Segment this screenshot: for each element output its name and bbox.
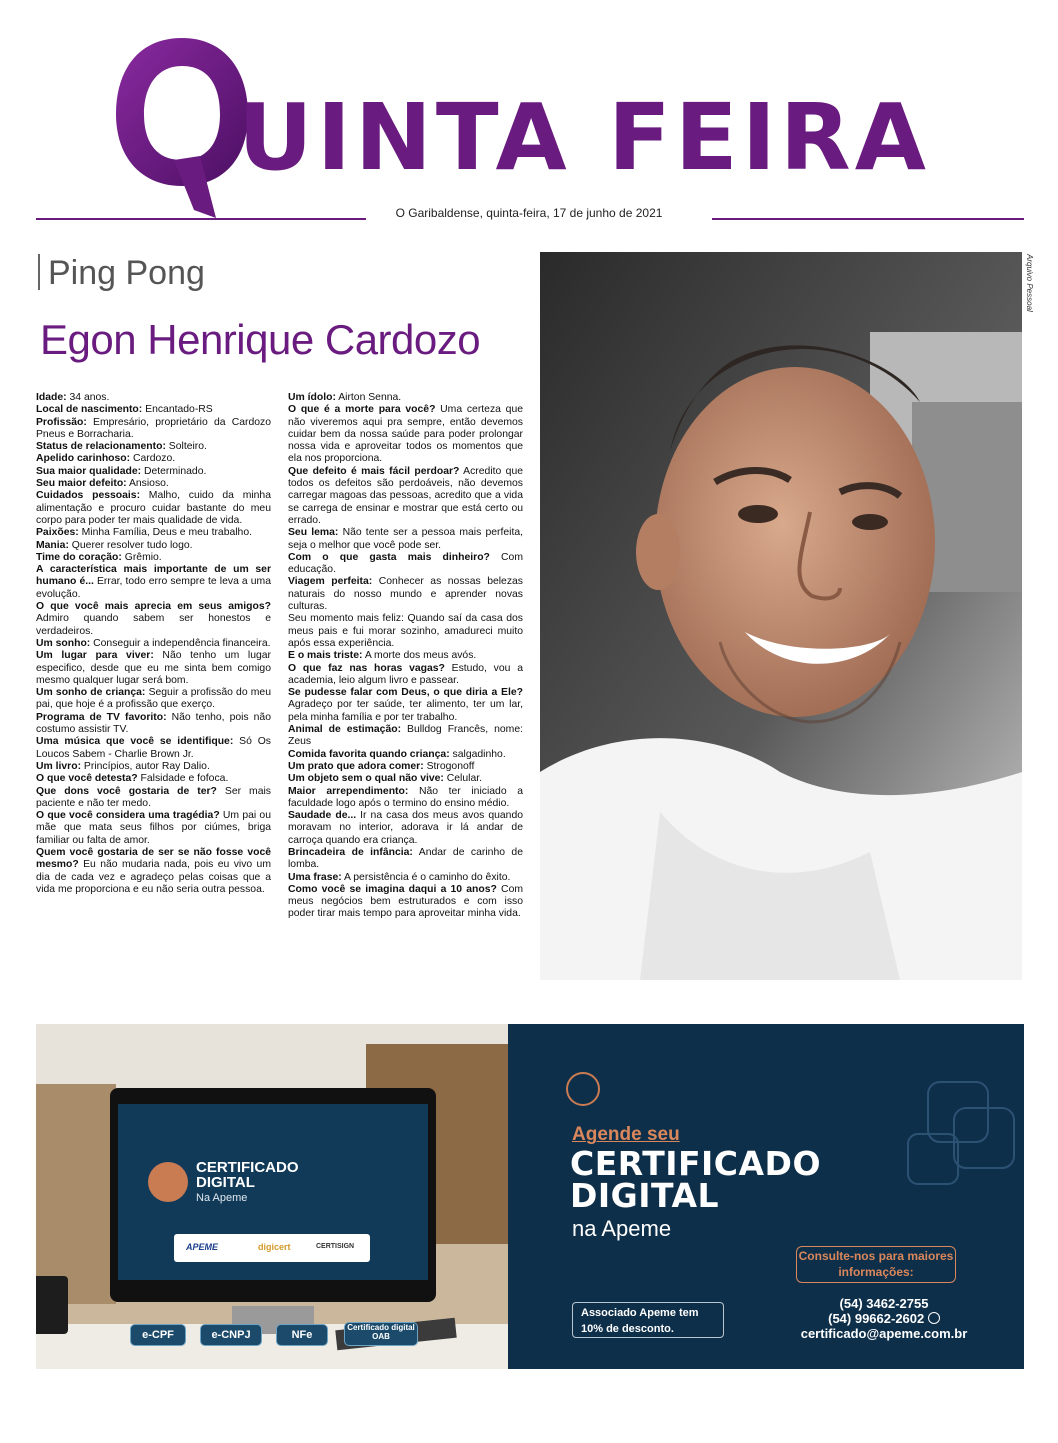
pill-nfe: NFe	[276, 1324, 328, 1346]
qa-answer: Um pai ou mãe que mata seus filhos por ciúmes, briga familiar ou falta de amor.	[36, 810, 271, 846]
qa-question: Viagem perfeita:	[288, 576, 373, 588]
qa-item	[36, 650, 271, 687]
apeme-advertisement	[36, 1024, 1024, 1369]
qa-answer: Uma certeza que não viveremos aqui pra sempre, então devemos cuidar bem da nossa saúde para poder prolongar nossa vida e aproveitar todos os momentos que ela nos proporciona.	[288, 404, 523, 465]
qa-question: Time do coração:	[36, 551, 122, 563]
coffee-mug	[36, 1276, 68, 1334]
qa-item	[288, 724, 523, 749]
qa-item	[288, 773, 523, 785]
ad-headline-certificado: CERTIFICADO DIGITAL	[570, 1144, 822, 1215]
qa-question: Um lugar para viver:	[36, 650, 154, 662]
monitor	[110, 1088, 436, 1302]
qa-item	[36, 736, 271, 761]
qa-item	[288, 392, 523, 404]
qa-answer: A persistência é o caminho do êxito.	[341, 871, 511, 883]
qa-answer: Minha Família, Deus e meu trabalho.	[78, 527, 253, 539]
qa-question: Idade:	[36, 392, 67, 403]
ad-headline-agende: Agende seu	[572, 1124, 680, 1145]
qa-answer: 34 anos.	[66, 392, 110, 403]
dateline: O Garibaldense, quinta-feira, 17 de junho de 2021	[395, 206, 663, 220]
qa-question: Brincadeira de infância:	[288, 846, 413, 858]
screen-title: CERTIFICADO DIGITAL	[196, 1159, 299, 1191]
qa-item	[288, 687, 523, 724]
qa-question: Que dons você gostaria de ter?	[36, 785, 217, 797]
qa-question: Seu maior defeito:	[36, 478, 127, 490]
photo-credit: Arquivo Pessoal	[1025, 254, 1034, 312]
qa-item	[288, 663, 523, 688]
qa-answer: Seguir a profissão do meu pai, que hoje é a profissão que exerço.	[36, 687, 271, 711]
qa-item	[288, 872, 523, 884]
section-title	[38, 254, 205, 293]
qa-item	[36, 478, 271, 490]
qa-answer: Empresário, proprietário da Cardozo Pneus e Borracharia.	[36, 416, 271, 440]
qa-question: Com o que gasta mais dinheiro?	[288, 551, 490, 563]
qa-answer: Ser mais paciente e não ter medo.	[36, 785, 271, 809]
email: certificado@apeme.com.br	[800, 1326, 968, 1341]
qa-question: Status de relacionamento:	[36, 441, 166, 453]
qa-answer: Solteiro.	[165, 441, 207, 453]
qa-answer: salgadinho.	[449, 748, 506, 760]
qa-item	[288, 749, 523, 761]
partner-logos	[174, 1234, 370, 1262]
qa-item	[36, 773, 271, 785]
qa-question: Animal de estimação:	[288, 724, 402, 736]
phone-1: (54) 3462-2755	[839, 1296, 929, 1311]
portrait-photo	[540, 252, 1022, 980]
ad-na-apeme: na Apeme	[572, 1216, 672, 1241]
qa-answer: Bulldog Francês, nome: Zeus	[288, 724, 523, 748]
qa-item	[36, 810, 271, 847]
ad-left-image	[36, 1024, 508, 1369]
masthead-word-quinta: UINTA	[238, 84, 571, 191]
qa-question: Paixões:	[36, 527, 79, 539]
screen-subtitle: Na Apeme	[196, 1192, 248, 1204]
qa-question: Um objeto sem o qual não vive:	[288, 773, 444, 785]
qa-answer: Querer resolver tudo logo.	[68, 539, 193, 551]
qa-answer: Eu não mudaria nada, pois eu vivo um dia de cada vez e agradeço pelas coisas que a vida me proporciona e eu não seria outra pessoa.	[36, 859, 271, 895]
certificate-badge-icon	[148, 1162, 188, 1202]
qa-item	[36, 638, 271, 650]
qa-question: Um ídolo:	[288, 392, 336, 403]
qa-item	[36, 392, 271, 404]
logo-digicert: digicert	[258, 1242, 291, 1252]
qa-question: Programa de TV favorito:	[36, 711, 167, 723]
qa-question: Que defeito é mais fácil perdoar?	[288, 465, 460, 477]
portrait-illustration	[540, 252, 1022, 980]
ad-contact-info	[774, 1296, 994, 1341]
qa-answer: Não tenho um lugar especifico, desde que eu me sinta bem comigo mesmo qualquer lugar será bom.	[36, 650, 271, 686]
qa-answer: Não tenho, pois não costumo assistir TV.	[36, 711, 271, 736]
qa-item	[36, 417, 271, 442]
qa-item	[288, 552, 523, 577]
qa-question: Um sonho de criança:	[36, 687, 146, 699]
qa-item	[36, 404, 271, 416]
qa-question: Uma frase:	[288, 871, 342, 883]
pill-certificado-oab: Certificado digital OAB	[344, 1322, 418, 1346]
qa-item	[36, 490, 271, 527]
qa-answer: Malho, cuido da minha alimentação e procuro cuidar bastante do meu corpo para poder ter mais qualidade de vida.	[36, 490, 271, 526]
qa-answer: Admiro quando sabem ser honestos e verdadeiros.	[36, 613, 271, 637]
qa-question: Local de nascimento:	[36, 404, 143, 416]
monitor-screen	[118, 1104, 428, 1280]
pill-ecpf: e-CPF	[130, 1324, 186, 1346]
qa-item	[288, 613, 523, 650]
qa-item	[36, 687, 271, 712]
section-label: Ping Pong	[48, 254, 205, 292]
qa-answer: Com educação.	[288, 551, 523, 576]
qa-question: O que você considera uma tragédia?	[36, 810, 220, 822]
qa-question: O que é a morte para você?	[288, 404, 436, 416]
qa-answer: Airton Senna.	[335, 392, 402, 403]
qa-answer: Ir na casa dos meus avos quando moravam no interior, adorava ir lá andar de carroça quando era criança.	[288, 810, 524, 846]
qa-item	[288, 404, 523, 465]
qa-item	[36, 761, 271, 773]
qa-question: Um livro:	[36, 760, 82, 772]
qa-answer: Strogonoff	[423, 760, 475, 772]
qa-answer: Conseguir a independência financeira.	[90, 637, 271, 649]
qa-answer: Encantado-RS	[142, 404, 213, 416]
qa-answer: Celular.	[443, 773, 483, 785]
qa-answer: Ansioso.	[126, 478, 169, 490]
qa-question: Sua maior qualidade:	[36, 465, 142, 477]
logo-certisign: CERTISIGN	[316, 1243, 355, 1250]
qa-item	[36, 786, 271, 811]
qa-question: Maior arrependimento:	[288, 785, 409, 797]
qa-item	[288, 576, 523, 613]
person-name: Egon Henrique Cardozo	[40, 316, 481, 363]
qa-item	[36, 466, 271, 478]
qa-answer: Grêmio.	[121, 551, 162, 563]
qa-answer: A morte dos meus avós.	[362, 650, 477, 662]
qa-item	[288, 884, 523, 921]
pill-ecnpj: e-CNPJ	[200, 1324, 262, 1346]
qa-question: Seu lema:	[288, 527, 339, 539]
qa-question: E o mais triste:	[288, 650, 363, 662]
qa-answer: Acredito que todos os defeitos são perdoáveis, não devemos carregar magoas das pessoas, acredito que a vida se carrega de ensinar e mostrar que está certo ou errado.	[288, 465, 523, 526]
ad-award-icon	[566, 1072, 600, 1106]
logo-apeme: APEME	[186, 1242, 219, 1252]
qa-item	[36, 552, 271, 564]
qa-question: Um sonho:	[36, 637, 91, 649]
phone-2: (54) 99662-2602	[774, 1311, 994, 1326]
ad-associado-box: Associado Apeme tem 10% de desconto.	[572, 1302, 724, 1338]
qa-item	[36, 527, 271, 539]
qa-answer: Cardozo.	[130, 453, 176, 465]
qa-question: Se pudesse falar com Deus, o que diria a Ele?	[288, 687, 523, 699]
qa-answer: Com meus negócios bem estruturados e com isso poder tirar mais tempo para aproveitar minha vida.	[288, 883, 523, 920]
qa-answer: Estudo, vou a academia, leio algum livro e passear.	[288, 662, 523, 686]
qa-answer: Conhecer as nossas belezas naturais do nosso mundo e aprender novas culturas.	[288, 576, 524, 613]
whatsapp-icon	[928, 1312, 940, 1324]
qa-item	[36, 540, 271, 552]
qa-question: Profissão:	[36, 416, 87, 428]
qa-question: Comida favorita quando criança:	[288, 748, 450, 760]
qa-question: O que você detesta?	[36, 773, 138, 785]
qa-question: O que faz nas horas vagas?	[288, 662, 445, 674]
qa-item	[36, 601, 271, 638]
qa-answer: Seu momento mais feliz: Quando saí da casa dos meus pais e fui morar sozinho, amadureci muito após essa experiência.	[288, 613, 523, 649]
qa-item	[288, 761, 523, 773]
qa-question: Um prato que adora comer:	[288, 760, 424, 772]
qa-question: Mania:	[36, 539, 69, 551]
qa-question: Uma música que você se identifique:	[36, 736, 234, 748]
qa-item	[36, 847, 271, 896]
qa-question: Como você se imagina daqui a 10 anos?	[288, 883, 497, 895]
qa-item	[288, 786, 523, 811]
qa-item	[36, 712, 271, 737]
qa-answer: Princípios, autor Ray Dalio.	[81, 760, 210, 772]
ad-right-panel	[508, 1024, 1024, 1369]
ad-consulte-box: Consulte-nos para maiores informações:	[796, 1246, 956, 1283]
interview-column-2	[288, 392, 523, 921]
qa-question: A característica mais importante de um ser humano é...	[36, 564, 271, 588]
qa-answer: Andar de carinho de lomba.	[288, 846, 523, 871]
qa-question: Saudade de...	[288, 810, 357, 822]
qa-question: O que você mais aprecia em seus amigos?	[36, 601, 271, 613]
qa-answer: Não tente ser a pessoa mais perfeita, seja o melhor que você pode ser.	[288, 527, 523, 551]
qa-question: Cuidados pessoais:	[36, 490, 141, 502]
qa-item	[36, 453, 271, 465]
qa-answer: Não ter iniciado a faculdade logo após o termino do ensino médio.	[288, 785, 524, 809]
qa-question: Apelido carinhoso:	[36, 453, 131, 465]
qa-item	[288, 847, 523, 872]
masthead-q-logo	[112, 30, 252, 220]
qa-answer: Errar, todo erro sempre te leva a uma evolução.	[36, 576, 271, 600]
qa-item	[288, 527, 523, 552]
masthead-word-feira: FEIRA	[608, 84, 930, 191]
qa-answer: Agradeço por ter saúde, ter alimento, ter um lar, pela minha família e por ter trabalho.	[288, 699, 523, 723]
qa-item	[288, 466, 523, 527]
interview-column-1	[36, 392, 271, 896]
section-bar	[38, 254, 40, 290]
qa-question: Quem você gostaria de ser se não fosse você mesmo?	[36, 846, 271, 871]
qa-answer: Só Os Loucos Sabem - Charlie Brown Jr.	[36, 736, 272, 760]
qa-answer: Falsidade e fofoca.	[137, 773, 229, 785]
qa-answer: Determinado.	[141, 465, 207, 477]
qa-item	[288, 650, 523, 662]
qa-item	[36, 564, 271, 601]
qa-item	[288, 810, 523, 847]
qa-item	[36, 441, 271, 453]
masthead	[0, 0, 1058, 230]
